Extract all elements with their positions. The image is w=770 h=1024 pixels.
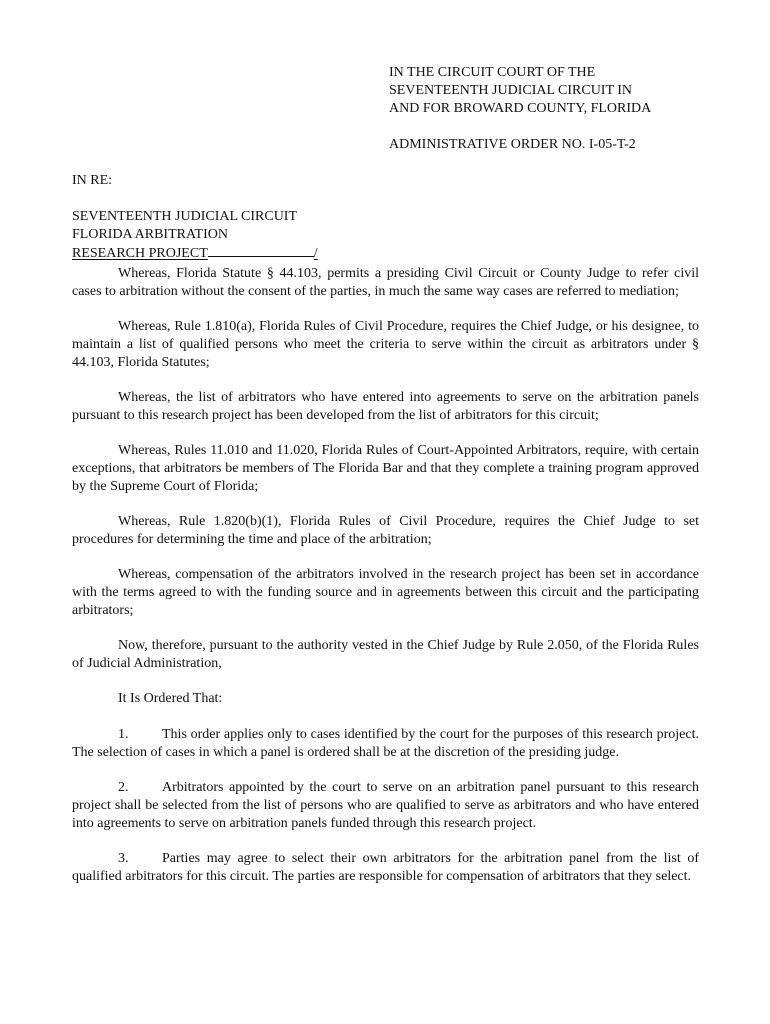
in-re-label: IN RE: bbox=[72, 173, 113, 188]
order-number-label: 2. bbox=[118, 780, 129, 795]
caption-last-text: RESEARCH PROJECT bbox=[72, 246, 208, 261]
caption-slash: / bbox=[313, 246, 318, 261]
caption-line: SEVENTEENTH JUDICIAL CIRCUIT bbox=[72, 209, 298, 224]
whereas-paragraph: Whereas, Florida Statute § 44.103, permits a presiding Civil Circuit or County Judge to refer civil cases to arbitration without the consent of the parties, in much the same way cases are referred to mediation; bbox=[72, 266, 699, 299]
caption-line-underlined bbox=[72, 244, 318, 263]
case-caption bbox=[72, 208, 318, 263]
ordered-intro: It Is Ordered That: bbox=[118, 691, 223, 706]
court-heading-line: IN THE CIRCUIT COURT OF THE bbox=[389, 65, 596, 80]
order-text: Arbitrators appointed by the court to serve on an arbitration panel pursuant to this research project shall be selected from the list of persons who are qualified to serve as arbitrators and who have entered into agreements to serve on arbitration panels funded through this research project. bbox=[72, 780, 699, 831]
whereas-paragraph: Whereas, compensation of the arbitrators involved in the research project has been set in accordance with the terms agreed to with the funding source and in agreements between this circuit and the participating arbitrators; bbox=[72, 567, 699, 618]
order-number-label: 1. bbox=[118, 727, 129, 742]
whereas-paragraph: Whereas, Rule 1.820(b)(1), Florida Rules of Civil Procedure, requires the Chief Judge to set procedures for determining the time and place of the arbitration; bbox=[72, 514, 699, 547]
whereas-paragraph: Whereas, the list of arbitrators who have entered into agreements to serve on the arbitration panels pursuant to this research project has been developed from the list of arbitrators for this circuit; bbox=[72, 390, 699, 423]
order-number: ADMINISTRATIVE ORDER NO. I-05-T-2 bbox=[389, 137, 636, 152]
caption-underline-gap bbox=[208, 244, 314, 257]
numbered-order-paragraph bbox=[72, 850, 699, 886]
order-text: Parties may agree to select their own arbitrators for the arbitration panel from the list of qualified arbitrators for this circuit. The parties are responsible for compensation of arbitrators that they select. bbox=[72, 851, 699, 884]
order-number-label: 3. bbox=[118, 851, 129, 866]
court-heading-line: AND FOR BROWARD COUNTY, FLORIDA bbox=[389, 101, 652, 116]
court-heading-line: SEVENTEENTH JUDICIAL CIRCUIT IN bbox=[389, 83, 633, 98]
order-body bbox=[72, 265, 699, 903]
numbered-order-paragraph bbox=[72, 779, 699, 833]
court-heading bbox=[389, 64, 651, 118]
caption-line: FLORIDA ARBITRATION bbox=[72, 227, 228, 242]
order-text: This order applies only to cases identified by the court for the purposes of this research project. The selection of cases in which a panel is ordered shall be at the discretion of the presiding judge. bbox=[72, 727, 699, 760]
whereas-paragraph: Whereas, Rule 1.810(a), Florida Rules of Civil Procedure, requires the Chief Judge, or his designee, to maintain a list of qualified persons who meet the criteria to serve within the circuit as arbitrators under § 44.103, Florida Statutes; bbox=[72, 319, 699, 370]
whereas-paragraph: Whereas, Rules 11.010 and 11.020, Florida Rules of Court-Appointed Arbitrators, require, with certain exceptions, that arbitrators be members of The Florida Bar and that they complete a training program approved by the Supreme Court of Florida; bbox=[72, 443, 699, 494]
numbered-order-paragraph bbox=[72, 726, 699, 762]
now-therefore-paragraph: Now, therefore, pursuant to the authority vested in the Chief Judge by Rule 2.050, of the Florida Rules of Judicial Administration, bbox=[72, 638, 699, 671]
